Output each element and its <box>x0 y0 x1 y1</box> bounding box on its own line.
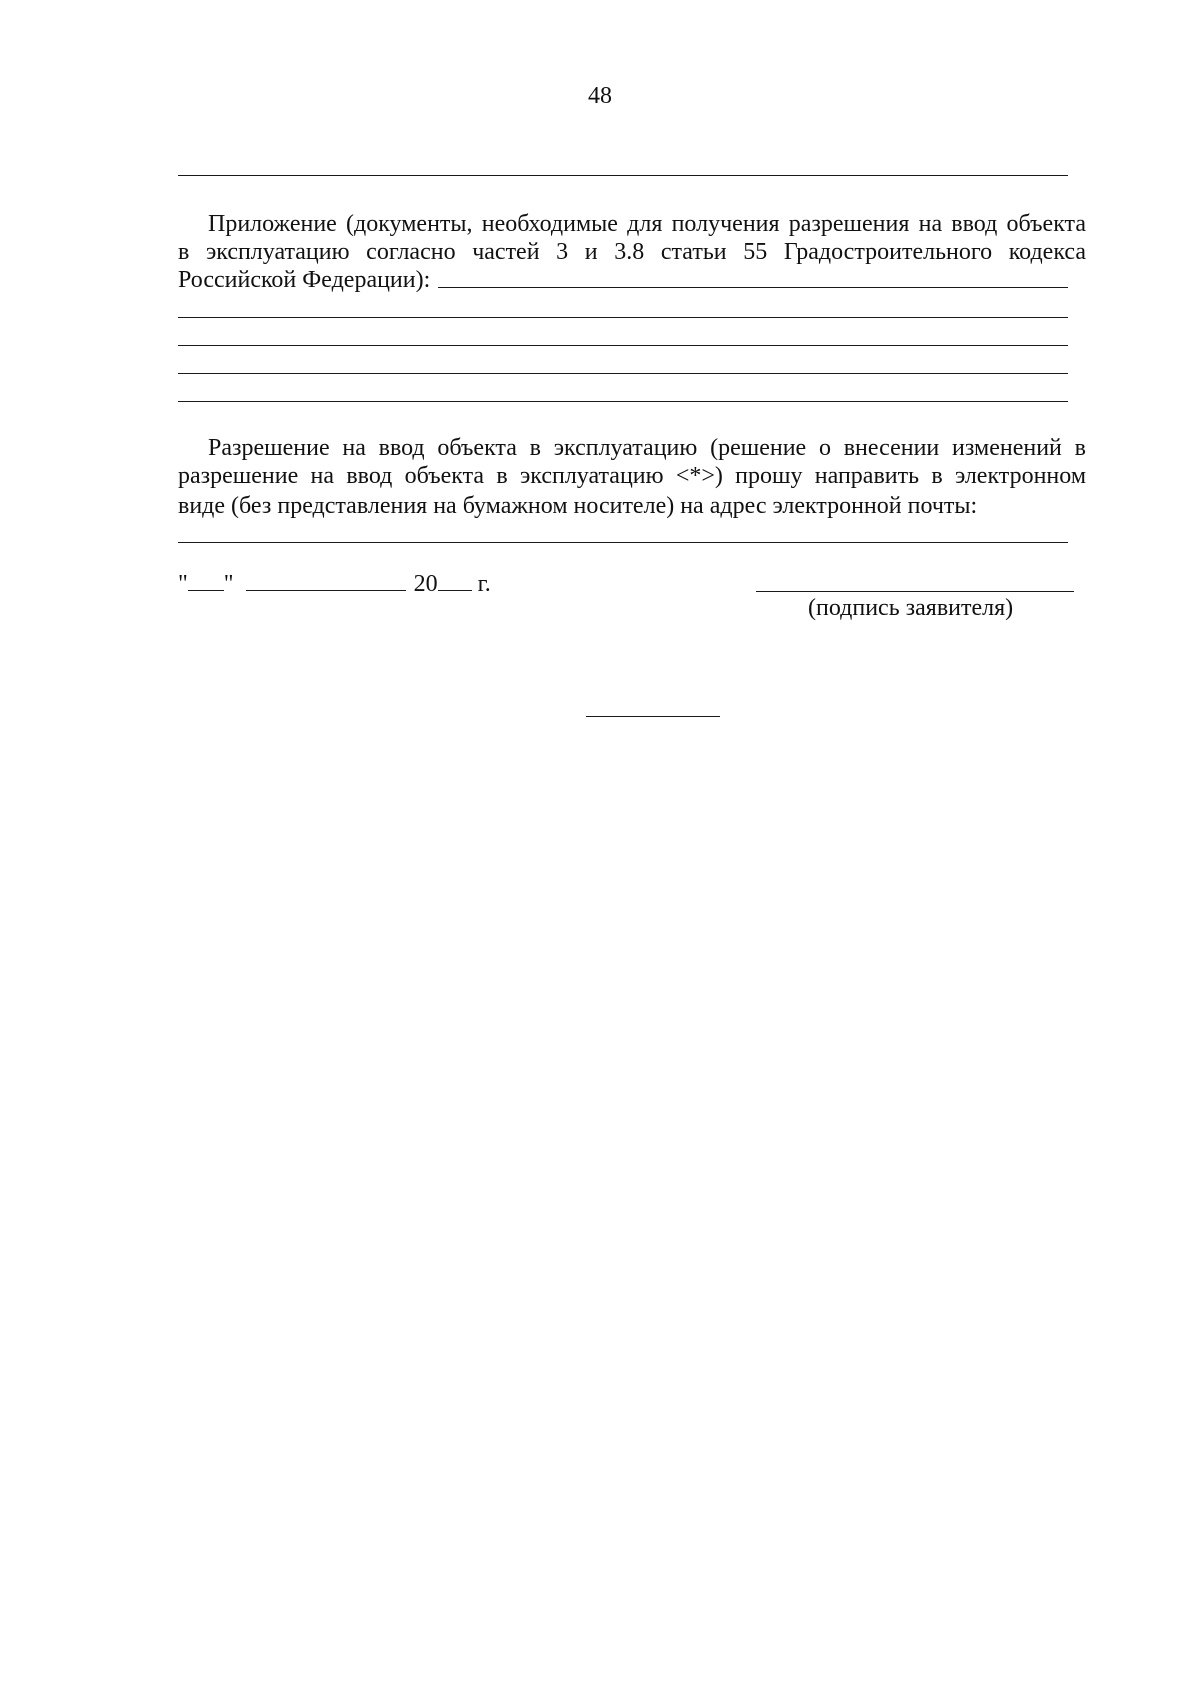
electronic-request-line-1: Разрешение на ввод объекта в эксплуатацию (решение о внесении изменений в <box>208 435 1086 461</box>
attachment-fill-line-2[interactable] <box>178 345 1068 346</box>
attachment-fill-line-4[interactable] <box>178 401 1068 402</box>
attachment-line-1: Приложение (документы, необходимые для получения разрешения на ввод объекта <box>208 211 1086 237</box>
signature-caption: (подпись заявителя) <box>808 595 1014 621</box>
closing-rule <box>586 716 720 717</box>
electronic-request-line-2: разрешение на ввод объекта в эксплуатацию <*>) прошу направить в электронном <box>178 463 1086 489</box>
email-fill-line[interactable] <box>178 542 1068 543</box>
attachment-line-3-text: Российской Федерации): <box>178 267 431 293</box>
date-quote-open: " <box>178 571 188 597</box>
page-number: 48 <box>588 83 612 109</box>
month-blank[interactable] <box>246 568 406 591</box>
attachment-line-2: в эксплуатацию согласно частей 3 и 3.8 статьи 55 Градостроительного кодекса <box>178 239 1086 265</box>
year-suffix: г. <box>477 571 491 597</box>
year-prefix: 20 <box>413 571 438 597</box>
header-rule <box>178 175 1068 176</box>
attachment-line-3 <box>178 264 430 296</box>
attachment-fill-line-3[interactable] <box>178 373 1068 374</box>
year-blank[interactable] <box>438 568 472 591</box>
electronic-request-line-3: виде (без представления на бумажном носителе) на адрес электронной почты: <box>178 493 978 519</box>
attachment-fill-line-1[interactable] <box>178 317 1068 318</box>
date-quote-close: " <box>223 571 234 597</box>
date-row <box>178 568 491 600</box>
attachment-fill-line-0[interactable] <box>438 287 1068 288</box>
day-blank[interactable] <box>188 568 224 591</box>
